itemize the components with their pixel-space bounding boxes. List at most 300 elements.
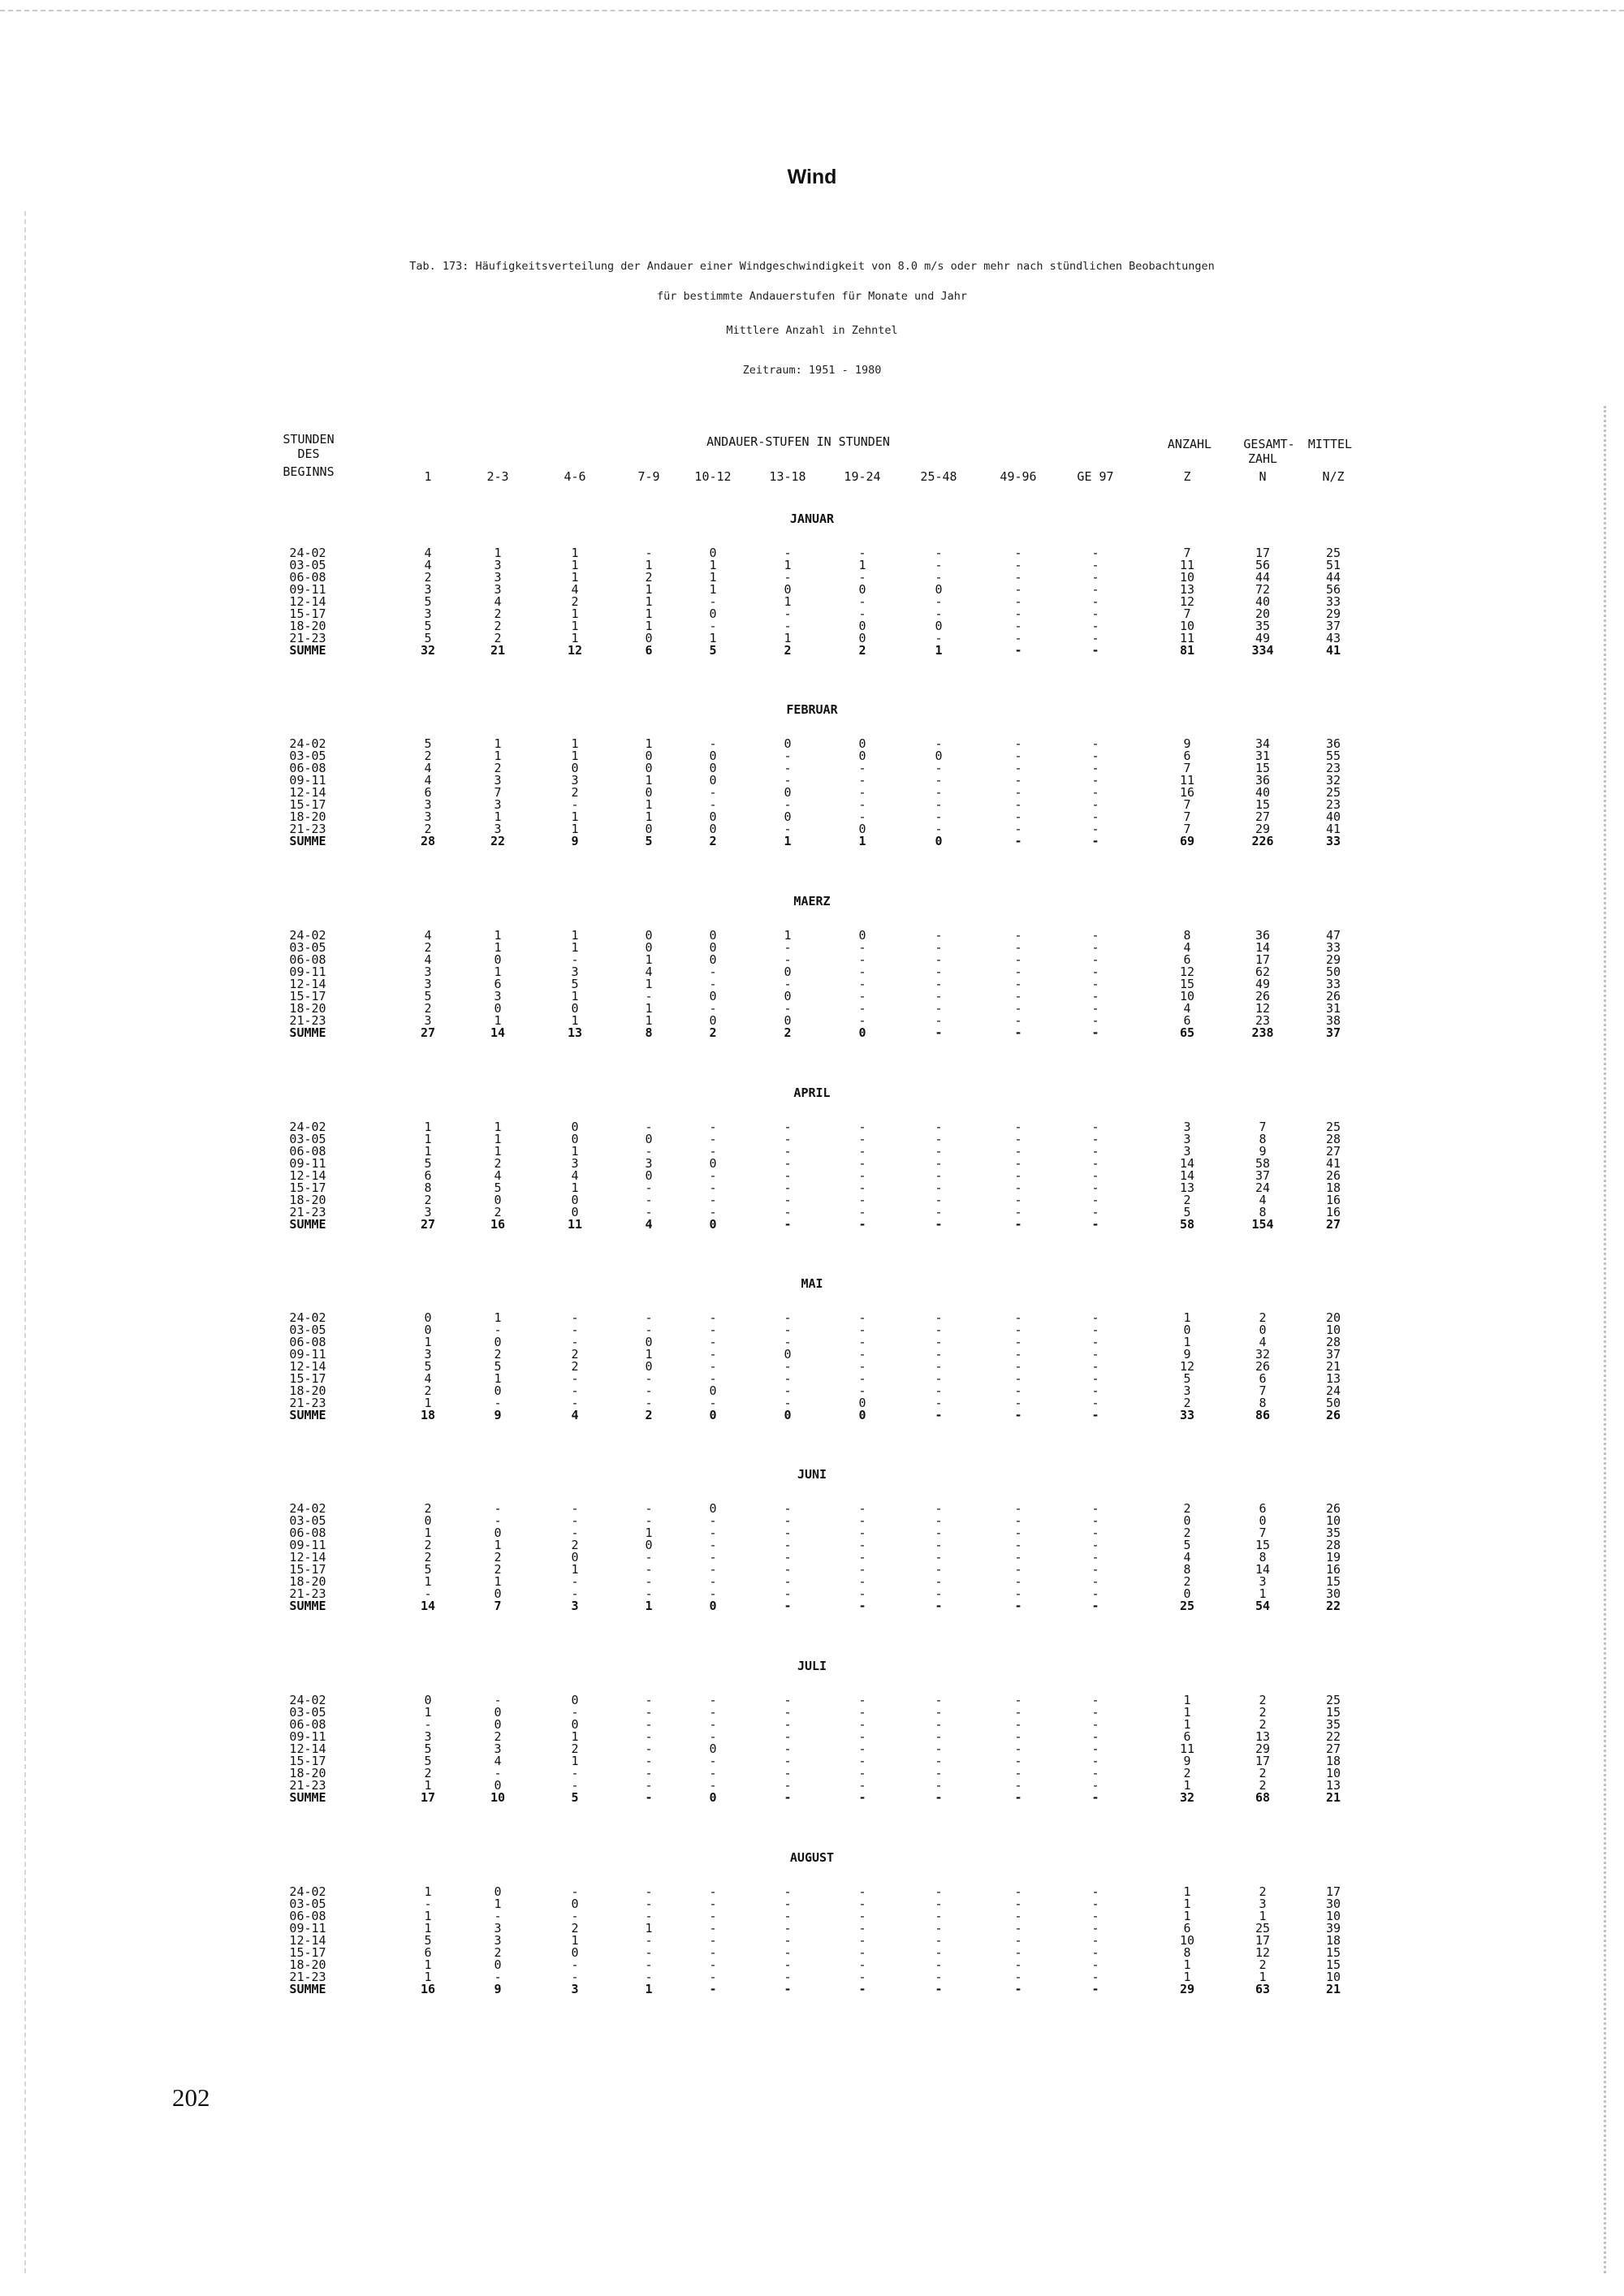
table-cell: 28	[420, 834, 436, 848]
table-cell: 41	[1325, 643, 1341, 658]
table-cell: 3	[1183, 1383, 1191, 1398]
table-cell: 4	[1183, 1550, 1191, 1564]
table-cell: 0	[494, 1957, 502, 1972]
table-cell: -	[571, 1970, 579, 1984]
table-row	[0, 1503, 1624, 1514]
table-cell: 5	[424, 1156, 432, 1171]
table-cell: 2	[1259, 1884, 1267, 1899]
table-cell: -	[709, 1933, 717, 1948]
table-cell: 69	[1179, 834, 1195, 848]
table-cell: -	[784, 1323, 792, 1337]
table-cell: 23	[1325, 797, 1341, 812]
table-cell: -	[645, 1323, 653, 1337]
table-cell: -	[935, 773, 943, 788]
row-label: 21-23	[289, 1205, 326, 1219]
table-cell: 0	[494, 1884, 502, 1899]
table-caption-line-3: Mittlere Anzahl in Zehntel	[726, 324, 898, 337]
table-cell: 0	[494, 1193, 502, 1207]
table-cell: -	[1014, 977, 1022, 991]
table-cell: 26	[1255, 989, 1271, 1003]
table-cell: 14	[420, 1599, 436, 1613]
table-cell: 14	[1255, 1562, 1271, 1577]
table-cell: 1	[571, 631, 579, 645]
table-cell: -	[1091, 1526, 1099, 1540]
row-label: 24-02	[289, 1501, 326, 1516]
table-cell: 6	[1183, 952, 1191, 967]
table-cell: -	[709, 1168, 717, 1183]
table-cell: 13	[1325, 1371, 1341, 1386]
table-cell: 11	[1179, 558, 1195, 572]
table-cell: 1	[645, 1347, 653, 1362]
table-cell: 15	[1255, 797, 1271, 812]
table-cell: -	[1091, 952, 1099, 967]
table-cell: 0	[709, 1013, 717, 1028]
table-cell: -	[709, 1001, 717, 1016]
table-cell: 20	[1325, 1310, 1341, 1325]
table-cell: -	[1091, 1945, 1099, 1960]
table-cell: -	[858, 1132, 866, 1146]
table-cell: 0	[571, 1945, 579, 1960]
table-cell: 2	[571, 1921, 579, 1936]
table-cell: 8	[645, 1025, 653, 1040]
table-cell: 2	[1183, 1574, 1191, 1589]
table-cell: 3	[494, 558, 502, 572]
table-cell: -	[1014, 989, 1022, 1003]
table-row	[0, 1170, 1624, 1181]
table-cell: 0	[709, 1501, 717, 1516]
table-cell: 35	[1325, 1526, 1341, 1540]
table-cell: 54	[1255, 1599, 1271, 1613]
table-cell: 10	[1179, 619, 1195, 633]
table-cell: 1	[645, 619, 653, 633]
table-cell: 2	[424, 822, 432, 836]
table-cell: 5	[424, 594, 432, 609]
table-cell: -	[858, 1741, 866, 1756]
table-cell: -	[571, 1526, 579, 1540]
table-cell: 17	[1325, 1884, 1341, 1899]
table-cell: -	[645, 1729, 653, 1744]
table-cell: -	[1014, 1729, 1022, 1744]
table-cell: -	[709, 1574, 717, 1589]
table-cell: -	[1091, 1180, 1099, 1195]
table-cell: 9	[1183, 1754, 1191, 1768]
table-cell: 15	[1325, 1945, 1341, 1960]
table-cell: -	[424, 1717, 432, 1732]
table-cell: -	[494, 1396, 502, 1410]
table-cell: -	[1091, 928, 1099, 943]
table-row	[0, 1003, 1624, 1014]
table-cell: 11	[1179, 631, 1195, 645]
table-cell: 0	[645, 749, 653, 763]
table-cell: -	[1091, 1359, 1099, 1374]
table-cell: 2	[424, 570, 432, 585]
table-cell: 0	[645, 940, 653, 955]
table-cell: -	[1014, 965, 1022, 979]
table-cell: 1	[571, 1729, 579, 1744]
column-label: 1	[424, 469, 432, 484]
table-cell: 8	[1259, 1132, 1267, 1146]
table-cell: 3	[424, 977, 432, 991]
table-cell: 7	[1183, 797, 1191, 812]
table-row	[0, 738, 1624, 749]
table-cell: -	[1091, 797, 1099, 812]
table-cell: -	[1091, 1933, 1099, 1948]
row-label: SUMME	[289, 1408, 326, 1422]
table-cell: -	[645, 546, 653, 560]
table-cell: -	[1014, 1970, 1022, 1984]
table-caption-line-2: für bestimmte Andauerstufen für Monate und Jahr	[656, 290, 967, 303]
table-cell: 2	[571, 1538, 579, 1552]
table-cell: -	[709, 1396, 717, 1410]
table-cell: -	[709, 1193, 717, 1207]
table-cell: 2	[1259, 1705, 1267, 1720]
table-row	[0, 620, 1624, 632]
table-cell: 1	[424, 1526, 432, 1540]
table-cell: 3	[424, 606, 432, 621]
table-cell: 2	[494, 1562, 502, 1577]
table-cell: 2	[494, 1945, 502, 1960]
table-row	[0, 1767, 1624, 1779]
table-cell: 0	[1183, 1323, 1191, 1337]
table-row	[0, 1385, 1624, 1396]
table-row	[0, 1959, 1624, 1970]
table-cell: -	[935, 546, 943, 560]
table-cell: 2	[494, 606, 502, 621]
table-cell: -	[1014, 822, 1022, 836]
table-cell: 26	[1255, 1359, 1271, 1374]
table-cell: -	[1014, 1897, 1022, 1911]
table-row	[0, 1527, 1624, 1539]
table-cell: -	[1091, 606, 1099, 621]
table-cell: 2	[424, 1193, 432, 1207]
table-cell: -	[1091, 1790, 1099, 1805]
table-cell: 0	[709, 1741, 717, 1756]
table-cell: -	[1091, 822, 1099, 836]
row-label: 12-14	[289, 1359, 326, 1374]
table-cell: -	[1091, 809, 1099, 824]
table-cell: 29	[1255, 1741, 1271, 1756]
table-cell: 5	[571, 1790, 579, 1805]
table-cell: 4	[645, 965, 653, 979]
table-cell: -	[935, 1193, 943, 1207]
summe-row	[0, 1600, 1624, 1612]
table-cell: -	[709, 1538, 717, 1552]
table-cell: 1	[709, 582, 717, 597]
table-cell: 18	[1325, 1754, 1341, 1768]
table-cell: -	[935, 1120, 943, 1134]
table-cell: -	[709, 797, 717, 812]
table-cell: 1	[645, 736, 653, 751]
table-cell: -	[1091, 1982, 1099, 1996]
table-cell: 12	[567, 643, 583, 658]
table-cell: -	[784, 1693, 792, 1707]
table-cell: 1	[494, 1371, 502, 1386]
table-cell: -	[1014, 1513, 1022, 1528]
table-cell: -	[645, 1741, 653, 1756]
column-label: N	[1259, 469, 1267, 484]
table-cell: 44	[1325, 570, 1341, 585]
table-cell: -	[784, 546, 792, 560]
table-cell: -	[784, 1562, 792, 1577]
table-cell: 0	[645, 1168, 653, 1183]
table-cell: 1	[571, 1933, 579, 1948]
table-cell: 0	[424, 1310, 432, 1325]
table-cell: 9	[1183, 736, 1191, 751]
row-label: 24-02	[289, 1693, 326, 1707]
table-cell: 4	[424, 952, 432, 967]
table-cell: 5	[1183, 1371, 1191, 1386]
table-cell: 0	[571, 1693, 579, 1707]
table-cell: -	[571, 1383, 579, 1398]
header-beginns: BEGINNS	[283, 464, 335, 479]
table-cell: 3	[424, 965, 432, 979]
table-cell: 0	[494, 1383, 502, 1398]
table-cell: 1	[571, 809, 579, 824]
table-row	[0, 1182, 1624, 1193]
table-cell: 1	[645, 1001, 653, 1016]
row-label: SUMME	[289, 1217, 326, 1232]
table-cell: -	[935, 785, 943, 800]
table-row	[0, 1755, 1624, 1767]
table-cell: 3	[424, 1205, 432, 1219]
table-cell: 21	[490, 643, 506, 658]
table-cell: -	[645, 1383, 653, 1398]
table-cell: -	[1014, 1790, 1022, 1805]
table-cell: 18	[1325, 1933, 1341, 1948]
table-cell: 3	[571, 1599, 579, 1613]
table-cell: -	[645, 1574, 653, 1589]
table-row	[0, 1947, 1624, 1958]
table-cell: -	[858, 989, 866, 1003]
table-cell: -	[494, 1909, 502, 1923]
table-cell: -	[645, 1550, 653, 1564]
table-cell: 9	[494, 1408, 502, 1422]
table-cell: -	[1014, 1741, 1022, 1756]
row-label: 06-08	[289, 952, 326, 967]
table-cell: 1	[645, 977, 653, 991]
table-cell: -	[1014, 631, 1022, 645]
table-cell: -	[935, 1347, 943, 1362]
table-cell: 1	[424, 1335, 432, 1349]
table-cell: 0	[709, 761, 717, 775]
table-cell: 5	[424, 989, 432, 1003]
table-cell: 15	[1325, 1705, 1341, 1720]
table-cell: 0	[858, 582, 866, 597]
table-cell: 24	[1255, 1180, 1271, 1195]
table-cell: -	[858, 1538, 866, 1552]
table-cell: 31	[1255, 749, 1271, 763]
table-cell: 1	[424, 1909, 432, 1923]
table-cell: 1	[645, 952, 653, 967]
table-cell: 34	[1255, 736, 1271, 751]
table-cell: 19	[1325, 1550, 1341, 1564]
column-label: 2-3	[486, 469, 509, 484]
table-cell: 22	[1325, 1729, 1341, 1744]
table-cell: -	[784, 1970, 792, 1984]
table-cell: 4	[424, 558, 432, 572]
table-cell: -	[784, 1001, 792, 1016]
table-cell: 27	[1325, 1144, 1341, 1159]
table-cell: -	[494, 1323, 502, 1337]
table-cell: 13	[1255, 1729, 1271, 1744]
table-cell: 12	[1179, 594, 1195, 609]
table-cell: 0	[709, 606, 717, 621]
table-cell: -	[858, 1729, 866, 1744]
table-cell: 9	[1259, 1144, 1267, 1159]
table-cell: -	[1014, 834, 1022, 848]
table-cell: -	[1091, 1120, 1099, 1134]
table-cell: -	[858, 940, 866, 955]
table-cell: 1	[571, 1562, 579, 1577]
table-cell: 5	[424, 1359, 432, 1374]
table-cell: 7	[494, 1599, 502, 1613]
table-cell: -	[1091, 940, 1099, 955]
table-cell: -	[645, 1513, 653, 1528]
table-cell: 31	[1325, 1001, 1341, 1016]
table-cell: 2	[858, 643, 866, 658]
row-label: 21-23	[289, 1396, 326, 1410]
table-cell: -	[645, 1371, 653, 1386]
table-cell: -	[1091, 643, 1099, 658]
table-cell: 5	[571, 977, 579, 991]
table-cell: -	[709, 1371, 717, 1386]
table-cell: -	[1091, 1001, 1099, 1016]
table-cell: 4	[494, 1754, 502, 1768]
row-label: 18-20	[289, 1766, 326, 1780]
table-cell: -	[645, 1144, 653, 1159]
table-cell: 1	[571, 940, 579, 955]
table-cell: -	[1014, 1717, 1022, 1732]
table-cell: 0	[424, 1323, 432, 1337]
table-cell: 2	[1259, 1766, 1267, 1780]
table-cell: -	[858, 1945, 866, 1960]
table-cell: 29	[1325, 952, 1341, 967]
table-row	[0, 775, 1624, 786]
table-row	[0, 990, 1624, 1002]
table-cell: -	[645, 1884, 653, 1899]
table-cell: 2	[494, 1729, 502, 1744]
table-cell: -	[709, 594, 717, 609]
table-cell: -	[645, 1205, 653, 1219]
table-cell: -	[1014, 1921, 1022, 1936]
table-row	[0, 1707, 1624, 1718]
table-cell: 0	[645, 822, 653, 836]
table-cell: -	[858, 1574, 866, 1589]
table-cell: 33	[1179, 1408, 1195, 1422]
row-label: 12-14	[289, 977, 326, 991]
table-row	[0, 1935, 1624, 1946]
table-cell: -	[935, 1562, 943, 1577]
table-cell: 49	[1255, 977, 1271, 991]
table-cell: -	[858, 1335, 866, 1349]
table-cell: 0	[709, 952, 717, 967]
table-cell: -	[858, 1310, 866, 1325]
table-cell: -	[858, 594, 866, 609]
table-cell: 7	[1183, 761, 1191, 775]
table-cell: -	[858, 1921, 866, 1936]
table-cell: 39	[1325, 1921, 1341, 1936]
table-cell: -	[1091, 1205, 1099, 1219]
table-cell: 3	[424, 797, 432, 812]
table-row	[0, 1373, 1624, 1384]
table-cell: 1	[571, 1754, 579, 1768]
table-cell: 28	[1325, 1538, 1341, 1552]
table-cell: 38	[1325, 1013, 1341, 1028]
row-label: 15-17	[289, 1754, 326, 1768]
table-cell: -	[935, 1538, 943, 1552]
table-cell: -	[1091, 1193, 1099, 1207]
table-cell: 0	[784, 965, 792, 979]
table-cell: -	[1014, 1957, 1022, 1972]
table-cell: 8	[1183, 1945, 1191, 1960]
table-cell: -	[858, 1933, 866, 1948]
table-cell: 13	[1179, 582, 1195, 597]
summe-row	[0, 1792, 1624, 1803]
table-cell: -	[1091, 1599, 1099, 1613]
table-cell: 32	[1325, 773, 1341, 788]
column-label: 7-9	[637, 469, 660, 484]
table-cell: -	[935, 952, 943, 967]
table-cell: 5	[1183, 1538, 1191, 1552]
table-row	[0, 1515, 1624, 1526]
table-cell: -	[935, 570, 943, 585]
table-cell: 3	[424, 582, 432, 597]
table-cell: 9	[494, 1982, 502, 1996]
table-cell: -	[784, 749, 792, 763]
table-cell: 1	[424, 1957, 432, 1972]
table-cell: 24	[1325, 1383, 1341, 1398]
table-cell: -	[784, 797, 792, 812]
row-label: 21-23	[289, 1013, 326, 1028]
table-cell: -	[709, 1550, 717, 1564]
table-cell: -	[784, 1933, 792, 1948]
table-row	[0, 1121, 1624, 1133]
table-cell: 14	[1179, 1168, 1195, 1183]
table-cell: -	[1014, 1310, 1022, 1325]
page-heading: Wind	[787, 166, 837, 188]
table-cell: 0	[571, 1550, 579, 1564]
table-cell: 2	[1259, 1310, 1267, 1325]
table-cell: 47	[1325, 928, 1341, 943]
table-cell: 9	[1183, 1347, 1191, 1362]
table-cell: 27	[420, 1217, 436, 1232]
table-cell: 6	[645, 643, 653, 658]
table-cell: 1	[784, 928, 792, 943]
table-cell: -	[784, 1921, 792, 1936]
row-label: 03-05	[289, 1897, 326, 1911]
table-row	[0, 1206, 1624, 1218]
table-cell: -	[858, 1526, 866, 1540]
table-cell: 0	[645, 761, 653, 775]
table-cell: -	[858, 1717, 866, 1732]
table-cell: 1	[645, 582, 653, 597]
table-cell: 3	[494, 1741, 502, 1756]
table-cell: 6	[1259, 1501, 1267, 1516]
table-cell: 2	[709, 834, 717, 848]
table-cell: 18	[1325, 1180, 1341, 1195]
table-row	[0, 1146, 1624, 1157]
table-cell: -	[935, 1717, 943, 1732]
table-row	[0, 823, 1624, 835]
table-cell: -	[935, 1335, 943, 1349]
table-cell: -	[784, 1180, 792, 1195]
table-cell: -	[1091, 1371, 1099, 1386]
table-caption-line-4: Zeitraum: 1951 - 1980	[742, 364, 882, 377]
table-cell: 7	[1183, 809, 1191, 824]
table-row	[0, 811, 1624, 822]
row-label: 24-02	[289, 1884, 326, 1899]
table-cell: 1	[645, 1599, 653, 1613]
